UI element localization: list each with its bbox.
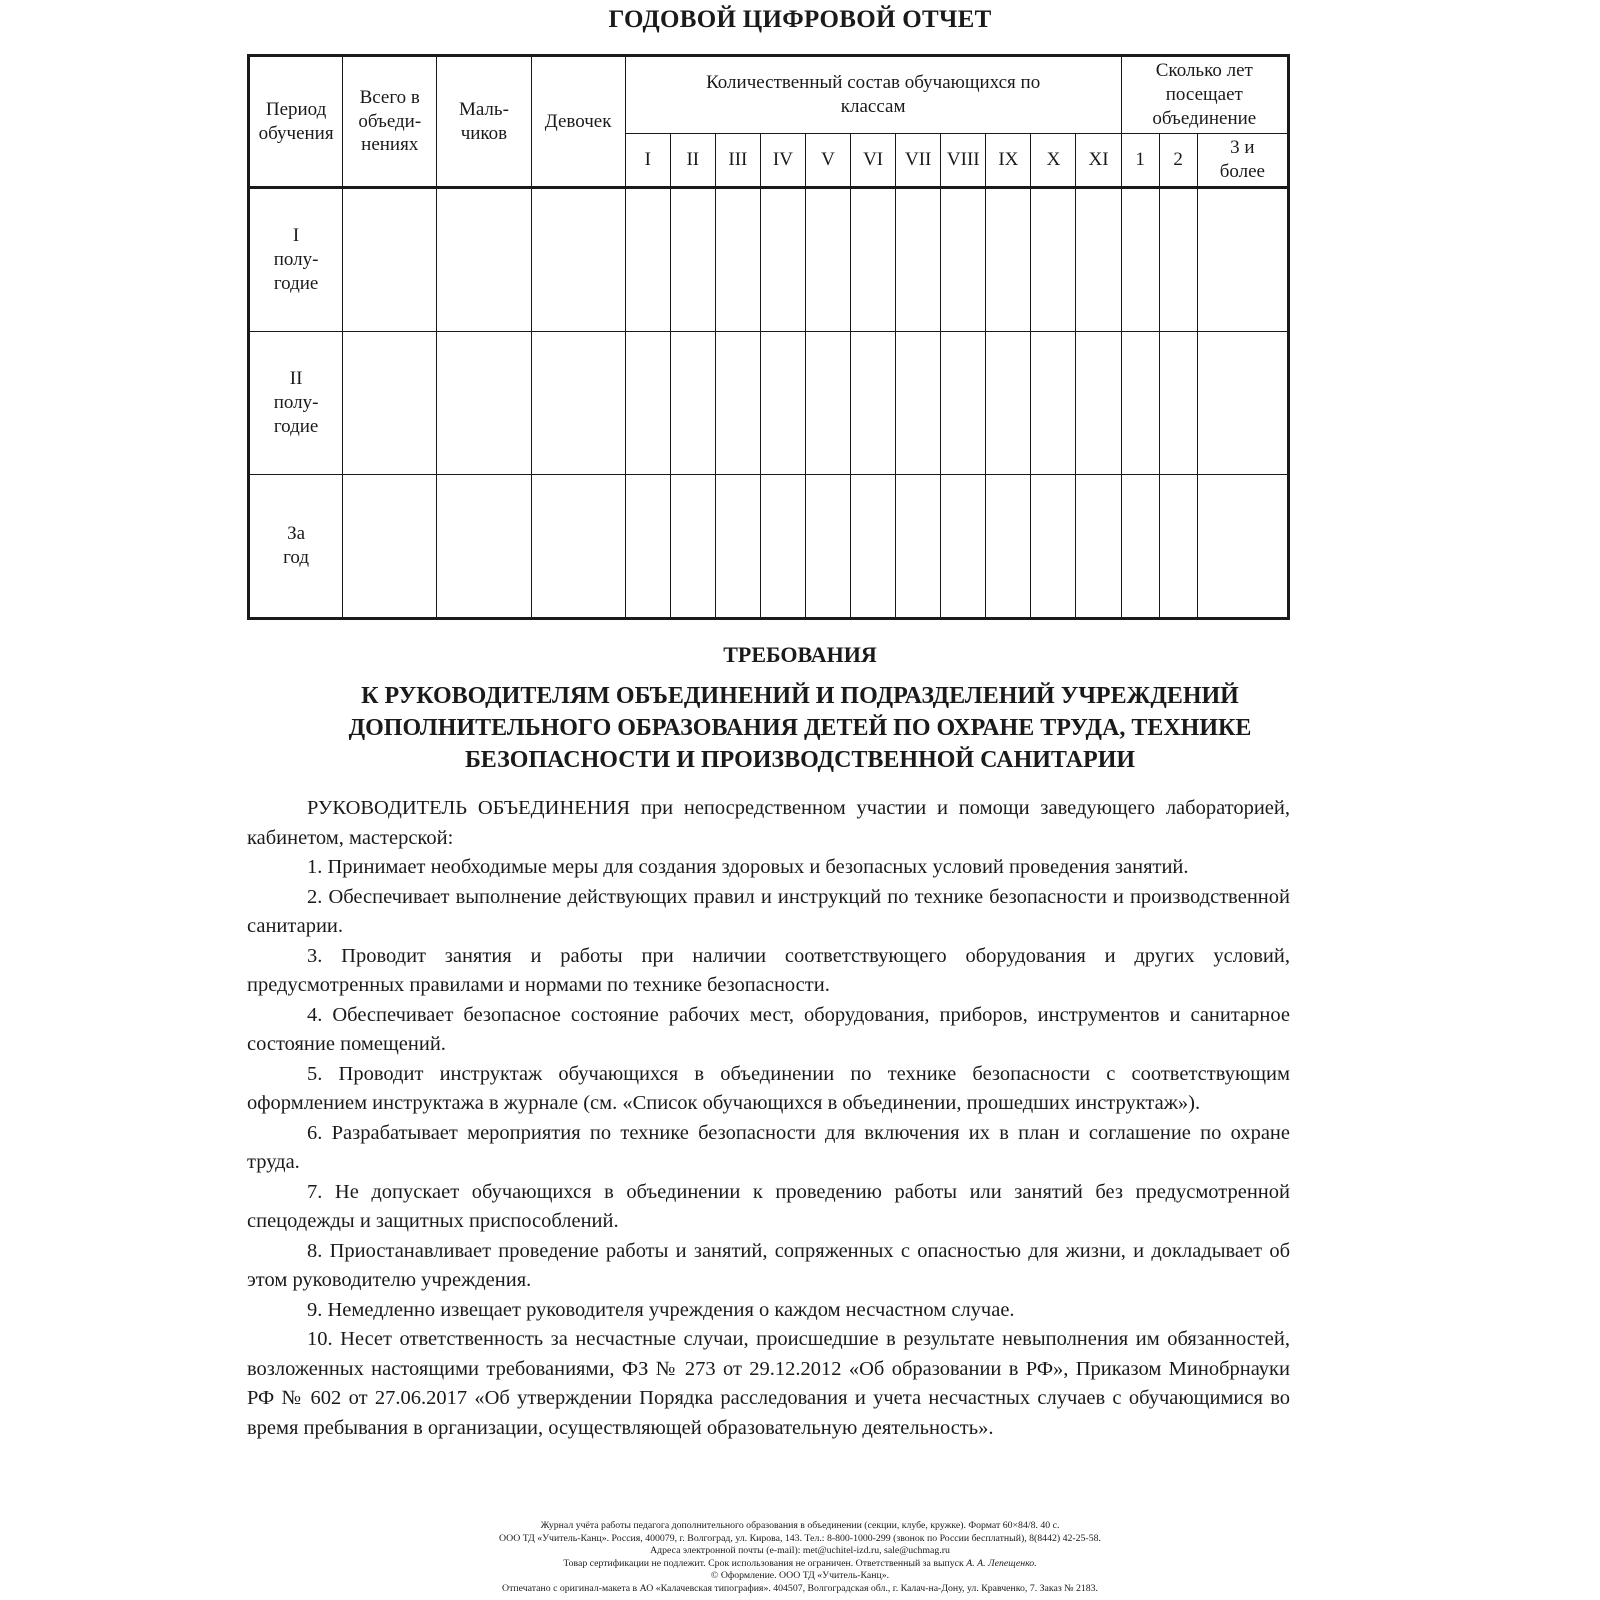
requirements-heading: ТРЕБОВАНИЯ	[723, 642, 877, 667]
requirement-item: 8. Приостанавливает проведение работы и занятий, сопряженных с опасностью для жизни, и докладывает об этом руководителю учреждения.	[247, 1239, 1290, 1291]
table-cell[interactable]	[343, 188, 437, 332]
table-cell[interactable]	[896, 475, 941, 619]
table-cell[interactable]	[986, 188, 1031, 332]
imprint-line	[0, 1558, 1600, 1571]
table-cell[interactable]	[941, 188, 986, 332]
table-cell[interactable]	[760, 475, 805, 619]
table-cell[interactable]	[760, 332, 805, 475]
header-class: II	[670, 134, 715, 188]
imprint-line: © Оформление. ООО ТД «Учитель-Канц».	[710, 1570, 890, 1582]
table-cell[interactable]	[941, 332, 986, 475]
table-row	[249, 332, 1289, 475]
table-cell[interactable]	[531, 475, 625, 619]
header-class: III	[715, 134, 760, 188]
table-cell[interactable]	[437, 188, 531, 332]
table-cell[interactable]	[343, 475, 437, 619]
requirement-item: 3. Проводит занятия и работы при наличии соответствующего оборудования и других условий, предусмотренных правилами и нормами по технике безопасности.	[247, 944, 1290, 996]
table-cell[interactable]	[1121, 332, 1159, 475]
requirement-item: 2. Обеспечивает выполнение действующих правил и инструкций по технике безопасности и производственной санитарии.	[247, 885, 1290, 937]
table-cell[interactable]	[760, 188, 805, 332]
header-class: X	[1031, 134, 1076, 188]
row-label-line: полу-	[273, 392, 319, 414]
row-label-line: годие	[273, 272, 319, 294]
requirement-item: 4. Обеспечивает безопасное состояние рабочих мест, оборудования, приборов, инструментов и санитарное состояние помещений.	[247, 1003, 1290, 1055]
table-cell[interactable]	[715, 475, 760, 619]
table-cell[interactable]	[670, 475, 715, 619]
table-cell[interactable]	[625, 475, 670, 619]
imprint-line: Журнал учёта работы педагога дополнительного образования в объединении (секции, клубе, кружке). Формат 60×84/8. 40 с.	[540, 1520, 1060, 1531]
subheading-line: ДОПОЛНИТЕЛЬНОГО ОБРАЗОВАНИЯ ДЕТЕЙ ПО ОХРАНЕ ТРУДА, ТЕХНИКЕ	[348, 715, 1252, 741]
imprint-line: ООО ТД «Учитель-Канц». Россия, 400079, г. Волгоград, ул. Кирова, 143. Тел.: 8-800-1000-299 (звонок по России бесплатный), 8(8442) 42-25-58.	[499, 1532, 1101, 1544]
table-cell[interactable]	[986, 332, 1031, 475]
table-cell[interactable]	[531, 332, 625, 475]
header-years-group: Сколько лет посещает объединение	[1121, 56, 1288, 134]
requirement-item: 7. Не допускает обучающихся в объединении к проведению работы или занятий без предусмотренной спецодежды и защитных приспособлений.	[247, 1180, 1290, 1232]
table-cell[interactable]	[670, 332, 715, 475]
header-years: 2	[1159, 134, 1197, 188]
header-class: I	[625, 134, 670, 188]
header-boys: Маль-чиков	[437, 56, 531, 188]
imprint-responsible-name: А. А. Лепещенко.	[966, 1557, 1037, 1569]
row-period-label	[249, 188, 343, 332]
requirements-subheading	[0, 680, 1600, 776]
table-cell[interactable]	[1197, 332, 1288, 475]
requirement-item: 6. Разрабатывает мероприятия по технике безопасности для включения их в план и соглашение по охране труда.	[247, 1121, 1290, 1173]
table-cell[interactable]	[896, 188, 941, 332]
table-cell[interactable]	[531, 188, 625, 332]
table-row	[249, 188, 1289, 332]
table-cell[interactable]	[1031, 475, 1076, 619]
table-cell[interactable]	[437, 332, 531, 475]
table-cell[interactable]	[851, 188, 896, 332]
table-cell[interactable]	[715, 332, 760, 475]
table-cell[interactable]	[1121, 475, 1159, 619]
requirement-item: 9. Немедленно извещает руководителя учреждения о каждом несчастном случае.	[307, 1298, 1015, 1321]
row-period-label	[249, 332, 343, 475]
table-cell[interactable]	[1076, 188, 1121, 332]
header-period: Период обучения	[249, 56, 343, 188]
table-cell[interactable]	[851, 475, 896, 619]
table-cell[interactable]	[1076, 332, 1121, 475]
header-classes-group: Количественный состав обучающихся по классам	[625, 56, 1121, 134]
imprint-footer	[0, 1520, 1600, 1596]
subheading-line: К РУКОВОДИТЕЛЯМ ОБЪЕДИНЕНИЙ И ПОДРАЗДЕЛЕНИЙ УЧРЕЖДЕНИЙ	[361, 683, 1239, 709]
header-class: IX	[986, 134, 1031, 188]
table-cell[interactable]	[1197, 475, 1288, 619]
header-class: VIII	[941, 134, 986, 188]
row-label-line: II	[289, 368, 303, 390]
header-years: 1	[1121, 134, 1159, 188]
table-cell[interactable]	[1076, 475, 1121, 619]
requirements-intro: РУКОВОДИТЕЛЬ ОБЪЕДИНЕНИЯ при непосредственном участии и помощи заведующего лабораторией, кабинетом, мастерской:	[247, 797, 1290, 849]
requirement-item: 1. Принимает необходимые меры для создания здоровых и безопасных условий проведения занятий.	[307, 856, 1189, 878]
row-label-line: I	[292, 225, 300, 247]
report-title: ГОДОВОЙ ЦИФРОВОЙ ОТЧЕТ	[608, 6, 992, 33]
table-cell[interactable]	[896, 332, 941, 475]
row-label-line: годие	[273, 415, 319, 437]
table-cell[interactable]	[1159, 188, 1197, 332]
table-cell[interactable]	[806, 475, 851, 619]
row-label-line: полу-	[273, 249, 319, 271]
table-cell[interactable]	[986, 475, 1031, 619]
table-cell[interactable]	[806, 188, 851, 332]
imprint-line: Отпечатано с оригинал-макета в АО «Калачевская типография». 404507, Волгоградская обл., г. Калач-на-Дону, ул. Кравченко, 7. Заказ № 2183.	[502, 1582, 1098, 1594]
header-class: IV	[760, 134, 805, 188]
table-cell[interactable]	[806, 332, 851, 475]
row-label-line: За	[287, 523, 306, 545]
table-cell[interactable]	[851, 332, 896, 475]
table-cell[interactable]	[1197, 188, 1288, 332]
row-label-line: год	[283, 547, 310, 568]
table-cell[interactable]	[1031, 188, 1076, 332]
imprint-text: Товар сертификации не подлежит. Срок использования не ограничен. Ответственный за выпуск	[563, 1557, 964, 1569]
requirement-item: 5. Проводит инструктаж обучающихся в объединении по технике безопасности с соответствующим оформлением инструктажа в журнале (см. «Список обучающихся в объединении, прошедших инструктаж»).	[247, 1062, 1290, 1114]
table-cell[interactable]	[1121, 188, 1159, 332]
annual-report-table	[247, 54, 1290, 620]
header-class: XI	[1076, 134, 1121, 188]
subheading-line: БЕЗОПАСНОСТИ И ПРОИЗВОДСТВЕННОЙ САНИТАРИИ	[464, 747, 1136, 773]
header-total: Всего в объеди-нениях	[343, 56, 437, 188]
row-period-label	[249, 475, 343, 619]
table-cell[interactable]	[715, 188, 760, 332]
table-cell[interactable]	[941, 475, 986, 619]
table-cell[interactable]	[1159, 332, 1197, 475]
header-class: V	[806, 134, 851, 188]
header-class: VII	[896, 134, 941, 188]
header-girls: Девочек	[531, 56, 625, 188]
requirements-body	[247, 794, 1290, 1443]
table-cell[interactable]	[670, 188, 715, 332]
table-cell[interactable]	[343, 332, 437, 475]
table-cell[interactable]	[625, 332, 670, 475]
table-cell[interactable]	[1159, 475, 1197, 619]
imprint-line: Адреса электронной почты (e-mail): met@uchitel-izd.ru, sale@uchmag.ru	[650, 1545, 950, 1557]
table-row	[249, 475, 1289, 619]
table-cell[interactable]	[625, 188, 670, 332]
requirement-item: 10. Несет ответственность за несчастные случаи, происшедшие в результате невыполнения им обязанностей, возложенных настоящими требованиями, ФЗ № 273 от 29.12.2012 «Об образовании в РФ», Приказом Минобрнауки РФ № 602 от 27.06.2017 «Об утверждении Порядка расследования и учета несчастных случаев с обучающимися во время пребывания в организации, осуществляющей образовательную деятельность».	[247, 1328, 1290, 1439]
table-cell[interactable]	[1031, 332, 1076, 475]
header-class: VI	[851, 134, 896, 188]
header-years: 3 и более	[1197, 134, 1288, 188]
table-cell[interactable]	[437, 475, 531, 619]
